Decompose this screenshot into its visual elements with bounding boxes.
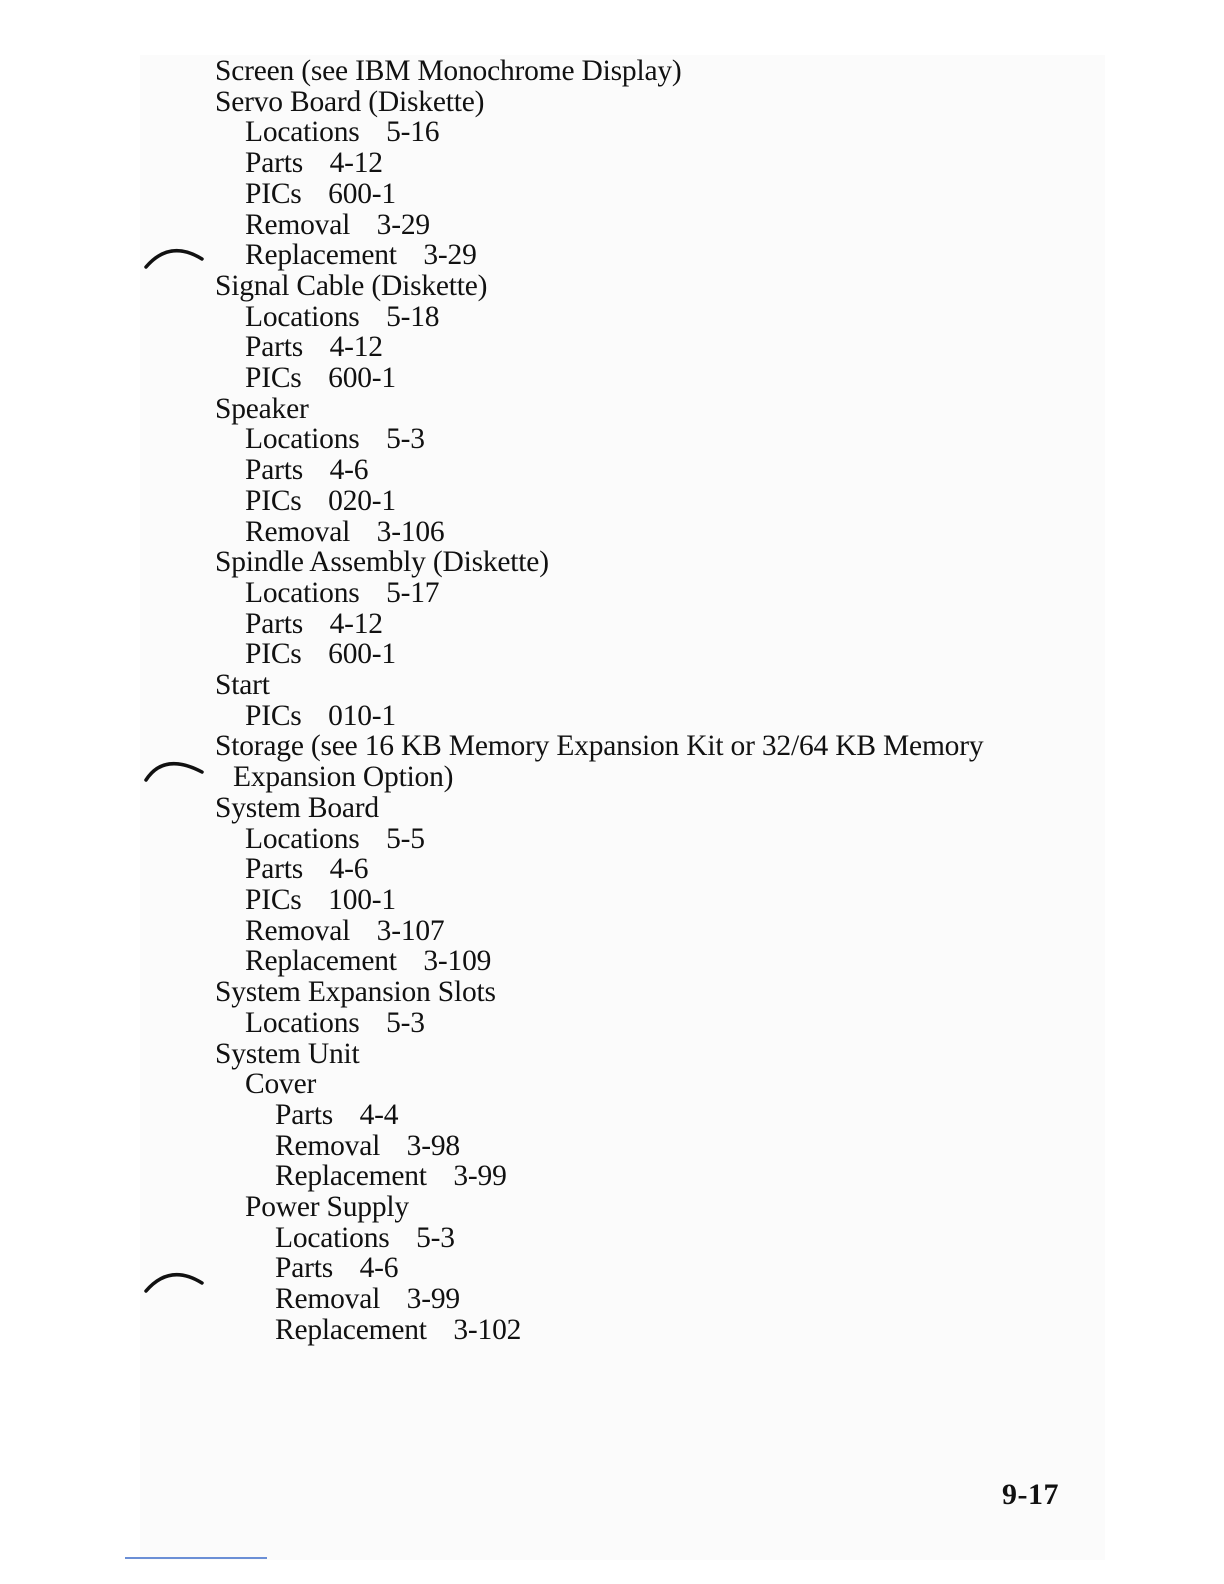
index-subentry: Locations 5-3: [245, 1006, 425, 1039]
index-subentry-cover: Cover: [245, 1068, 317, 1101]
index-entry-spindle-assembly: Spindle Assembly (Diskette): [215, 546, 549, 579]
index-subentry: PICs 600-1: [245, 638, 396, 671]
binder-hole-arc-icon: [140, 243, 210, 273]
index-subentry: PICs 020-1: [245, 484, 396, 517]
index-entry-start: Start: [215, 669, 270, 702]
index-subentry: Locations 5-5: [245, 822, 425, 855]
index-subentry: Parts 4-12: [245, 607, 383, 640]
index-entry-screen: Screen (see IBM Monochrome Display): [215, 55, 682, 87]
index-subentry: PICs 600-1: [245, 177, 396, 210]
index-list: [215, 56, 1075, 1346]
index-entry-storage-continued: Expansion Option): [233, 761, 454, 794]
index-subentry: Replacement 3-109: [245, 945, 492, 978]
index-subentry: PICs 100-1: [245, 883, 396, 916]
index-subentry: Locations 5-17: [245, 576, 440, 609]
index-subentry: PICs 600-1: [245, 362, 396, 395]
index-entry-storage: Storage (see 16 KB Memory Expansion Kit or 32/64 KB Memory: [215, 730, 984, 763]
binder-hole-arc-icon: [140, 752, 210, 786]
index-entry-system-unit: System Unit: [215, 1037, 360, 1070]
binder-hole-arc-icon: [140, 1265, 210, 1297]
index-subentry: Parts 4-6: [245, 454, 369, 487]
page-number: 9-17: [1002, 1478, 1059, 1511]
index-subentry: Removal 3-107: [245, 914, 445, 947]
index-subsubentry: Removal 3-99: [275, 1283, 460, 1316]
index-subsubentry: Parts 4-4: [275, 1098, 399, 1131]
index-subsubentry: Replacement 3-102: [275, 1313, 522, 1346]
index-subentry: Parts 4-12: [245, 331, 383, 364]
index-entry-system-board: System Board: [215, 791, 379, 824]
index-subentry: Removal 3-106: [245, 515, 445, 548]
index-entry-speaker: Speaker: [215, 392, 309, 425]
index-subsubentry: Locations 5-3: [275, 1221, 455, 1254]
index-subentry: Locations 5-16: [245, 116, 440, 149]
index-subentry: Parts 4-6: [245, 853, 369, 886]
index-subentry: Removal 3-29: [245, 208, 430, 241]
index-subentry: Replacement 3-29: [245, 239, 477, 272]
index-entry-servo-board: Servo Board (Diskette): [215, 85, 485, 118]
index-entry-system-expansion-slots: System Expansion Slots: [215, 976, 496, 1009]
index-subentry: Parts 4-12: [245, 147, 383, 180]
index-subsubentry: Parts 4-6: [275, 1252, 399, 1285]
index-subsubentry: Replacement 3-99: [275, 1160, 507, 1193]
index-subentry: Locations 5-18: [245, 300, 440, 333]
index-subentry: Locations 5-3: [245, 423, 425, 456]
index-entry-signal-cable: Signal Cable (Diskette): [215, 269, 488, 302]
index-subentry: PICs 010-1: [245, 699, 396, 732]
bottom-rule: [125, 1557, 267, 1559]
index-subentry-power-supply: Power Supply: [245, 1191, 409, 1224]
index-subsubentry: Removal 3-98: [275, 1129, 460, 1162]
